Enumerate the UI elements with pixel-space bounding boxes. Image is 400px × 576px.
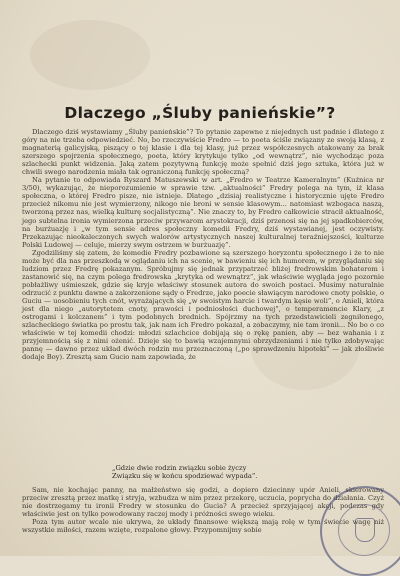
verse-quote <box>112 464 332 480</box>
quote-line: Związku się w końcu spodziewać wypada”. <box>112 472 258 481</box>
paragraph: Na pytanie to odpowiada Ryszard Matuszewski w art. „Fredro w Teatrze Kameralnym” (Kuźnica nr 3/50), wykazując, że nieporozumienie w sprawie tzw. „aktualności” Fredry polega na tym, iż klasa społeczna, o której Fredro pisze, nie istnieje. Dlatego „dzisiaj realistyczne i historycznie ujęte Fredro przecież nikomu nie jest wymierzony, nikogo nie broni w sensie klasowym... natomiast wzbogaca naszą, tworzoną przez nas, wielką kulturę socjalistyczną”. Nie znaczy to, by Fredro całkowicie stracił aktualność, jego subtelna ironia wymierzona przeciw przywarom arystokracji, dziś przenosi się na jej spadkobierców, na burżuazję i „w tym sensie adres społeczny komedii Fredry, dziś wystawianej, jest oczywisty. Przekazując nieokaleczonych swych walorów artystycznych naszej kulturalnej teraźniejszości, kulturze Polski Ludowej — celuje, mierzy swym ostrzem w burżuazję”. <box>22 176 384 249</box>
article-body <box>22 128 384 361</box>
archive-stamp <box>320 486 400 576</box>
paragraph: Zgodziliśmy się zatem, że komedie Fredry pozbawione są szerszego horyzontu społecznego i że to nie może być dla nas przeszkodą w oglądaniu ich na scenie, w bawieniu się ich humorem, w przyglądaniu się ludziom przez Fredrę pokazanym. Spróbujmy się jednak przypatrzeć bliżej fredrowskim bohaterom i zastanowić się, na czym polega fredrowska „krytyka od wewnątrz”, jak właściwie wygląda jego pozornie pobłażliwy uśmieszek, gdzie się kryje właściwy stosunek autora do swoich postaci. Musimy naturalnie odrzucić z punktu dawne a zakorzenione sądy o Fredrze, jako poecie sławiącym narodowe cnoty polskie, o Guciu — uosobieniu tych cnót, wyrażających się „w swoistym harcie i twardym kęsie woli”, o Anieli, która jest dla niego „autorytetem cnoty, prawości i podniosłości duchowej”, o temperamencie Klary, „z ostrogami i kolczanem” i tym podobnych brednich. Spójrzmy na tych przedstawicieli zegniłonego, szlacheckiego światka po prostu tak, jak nam ich Fredro pokazał, a zobaczymy, nie tam ironii... No bo o co właściwie w tej komedii chodzi: młodzi szlachcice dobijają się o rękę panien, aby — bez wahania i z przyjemnością się z nimi ożenić. Dzieje się to bawią wzajemnymi obrzydzeniami i nie tylko zdobywając pannę — dawno przez układ dwóch rodzin mu przeznaczoną („po sprawdzeniu hipoteki” — jak złośliwie dodaje Boy). Zresztą sam Gucio nam zapowiada, że <box>22 248 384 362</box>
article-title: Dlaczego „Śluby panieńskie”? <box>64 104 336 123</box>
paragraph: Poza tym autor wcale nie ukrywa, że układy finansowe większą mają rolę w tym świecie wagę niż wszystkie miłości, razem wzięte, rozpalone głowy. Przypomnijmy sobie <box>22 518 384 535</box>
paper-stain <box>30 20 150 90</box>
quote-line: „Gdzie dwie rodzin związku sobie życzy <box>112 464 247 472</box>
paragraph: Dlaczego dziś wystawiamy „Śluby panieńskie”? To pytanie zapewne z niejednych ust padnie i dlatego z góry na nie trzeba odpowiedzieć. No, bo rzeczywiście Fredro — to poeta ściśle związany ze swoją klasą, z magnaterią galicyjską, piszący o tej klasie i dla tej klasy, już przez współczesnych atakowany za brak szerszego spojrzenia społecznego, poeta, który krytykuje tylko „od wewnątrz”, nie wychodząc poza szlachecki punkt widzenia. Jaką zatem pozytywną funkcję może spełnić dziś jego sztuka, która już w chwili swego narodzenia miała tak ograniczoną funkcję społeczną? <box>22 128 384 177</box>
crest-icon <box>355 518 375 542</box>
paragraph: Sam, nie kochając panny, na małżeństwo się godzi, a dopiero dziecinny upór Anieli, skierowany przeciw zresztą przez matkę i stryja, wzbudza w nim przez przekorę, uczucia, poprycha do działania. Czyż nie dostrzegamy tu ironii Fredry w stosunku do Gucia? A przecież sprzyjającej akcji, podczas gdy właściwie jest on tylko powodowany raczej mody i próżności swego wieku. <box>22 486 384 519</box>
